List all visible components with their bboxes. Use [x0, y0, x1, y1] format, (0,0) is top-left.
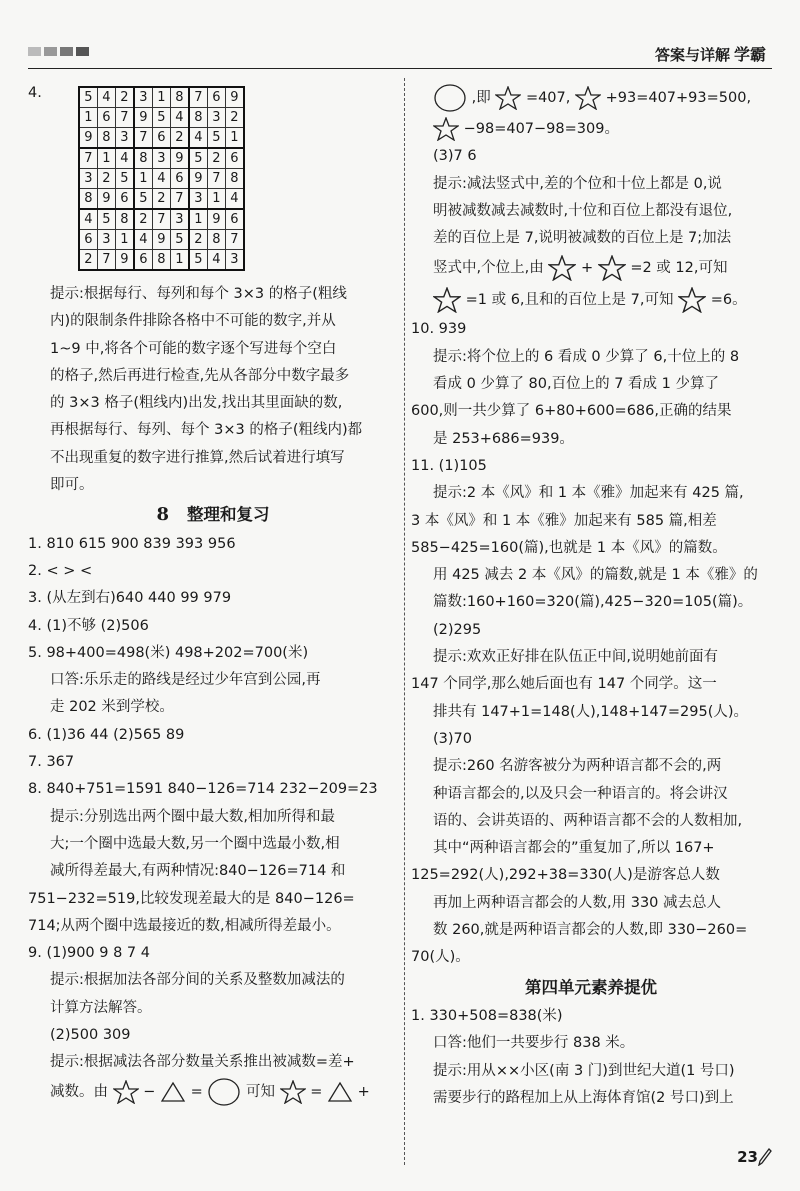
section-8-answers — [28, 531, 398, 1077]
answer-line: 6. (1)36 44 (2)565 89 — [28, 726, 185, 743]
hint-line: 提示:根据加法各部分间的关系及整数加减法的 — [50, 972, 345, 989]
text: + — [580, 260, 594, 277]
hint-line: 提示:将个位上的 6 看成 0 少算了 6,十位上的 8 — [433, 348, 740, 365]
answer-line: 差的百位上是 7,说明被减数的百位上是 7;加法 — [433, 230, 732, 247]
text: = — [190, 1083, 203, 1100]
sudoku-cell: 8 — [79, 189, 98, 210]
sudoku-cell: 1 — [152, 87, 170, 108]
sudoku-cell: 1 — [79, 108, 98, 128]
sudoku-cell: 8 — [170, 87, 189, 108]
sudoku-cell: 8 — [225, 169, 244, 189]
star-icon — [495, 86, 521, 110]
sudoku-cell: 4 — [207, 250, 225, 271]
section-heading-8 — [28, 501, 398, 528]
text: 可知 — [245, 1083, 275, 1100]
text: − — [143, 1083, 156, 1100]
hint-line: 再根据每行、每列、每个 3×3 的格子(粗线内)都 — [50, 422, 363, 439]
star-icon — [575, 86, 601, 110]
left-column — [28, 80, 398, 1107]
hint-line: 提示:用从××小区(南 3 门)到世纪大道(1 号口) — [433, 1062, 735, 1079]
sudoku-cell: 4 — [97, 87, 115, 108]
sudoku-cell: 6 — [207, 87, 225, 108]
sudoku-cell: 5 — [134, 189, 153, 210]
answer-line: 1. 810 615 900 839 393 956 — [28, 535, 236, 552]
text: 竖式中,个位上,由 — [433, 260, 544, 277]
answer-line: 147 个同学,那么她后面也有 147 个同学。这一 — [411, 676, 717, 693]
sudoku-cell: 7 — [152, 209, 170, 230]
hint-line: 提示:减法竖式中,差的个位和十位上都是 0,说 — [433, 175, 722, 192]
answer-line: (3)70 — [433, 730, 472, 747]
sudoku-cell: 1 — [207, 189, 225, 210]
hint-line: 的 3×3 格子(粗线内)出发,找出其里面缺的数, — [50, 395, 343, 412]
sudoku-cell: 4 — [170, 108, 189, 128]
text: =6。 — [710, 292, 747, 309]
sudoku-cell: 1 — [225, 128, 244, 149]
sudoku-cell: 3 — [170, 209, 189, 230]
answer-line: 再加上两种语言都会的人数,用 330 减去总人 — [433, 894, 722, 911]
sudoku-cell: 9 — [189, 169, 208, 189]
sudoku-cell: 4 — [225, 189, 244, 210]
triangle-icon — [160, 1081, 186, 1103]
text: +93=407+93=500, — [605, 90, 752, 106]
answer-line: 70(人)。 — [411, 949, 470, 966]
answer-line: 看成 0 少算了 80,百位上的 7 看成 1 少算了 — [433, 376, 719, 393]
sudoku-row — [79, 209, 244, 230]
circle-icon — [433, 83, 467, 113]
answer-line: 3. (从左到右)640 440 99 979 — [28, 590, 232, 607]
sudoku-cell: 4 — [134, 230, 153, 250]
sudoku-cell: 3 — [79, 169, 98, 189]
hint-line: 1~9 中,将各个可能的数字逐个写进每个空白 — [50, 340, 337, 357]
answers-block-c — [411, 1003, 771, 1112]
header-logo: 学霸 — [733, 45, 766, 64]
star-icon — [113, 1080, 139, 1104]
text: =407, — [525, 90, 571, 106]
sudoku-row — [79, 189, 244, 210]
sudoku-cell: 1 — [134, 169, 153, 189]
sudoku-cell: 8 — [97, 128, 115, 149]
answer-line: 走 202 米到学校。 — [50, 699, 174, 716]
circle-icon — [207, 1077, 241, 1107]
sudoku-cell: 7 — [225, 230, 244, 250]
question-4 — [28, 80, 398, 281]
sudoku-cell: 9 — [207, 209, 225, 230]
sudoku-row — [79, 230, 244, 250]
hint-line: 提示:欢欢正好排在队伍正中间,说明她前面有 — [433, 649, 718, 666]
answer-line: 需要步行的路程加上从上海体育馆(2 号口)到上 — [433, 1089, 734, 1106]
answer-line: 排共有 147+1=148(人),148+147=295(人)。 — [433, 703, 749, 720]
sudoku-cell: 3 — [207, 108, 225, 128]
hint-line: 的格子,然后再进行检查,先从各部分中数字最多 — [50, 367, 350, 384]
sudoku-cell: 7 — [189, 87, 208, 108]
sudoku-cell: 6 — [152, 128, 170, 149]
answer-line: 2. < > < — [28, 562, 93, 579]
sudoku-cell: 9 — [79, 128, 98, 149]
sudoku-cell: 5 — [189, 250, 208, 271]
column-divider — [404, 78, 405, 1165]
sudoku-cell: 4 — [79, 209, 98, 230]
sudoku-cell: 1 — [115, 230, 134, 250]
sudoku-cell: 2 — [134, 209, 153, 230]
sudoku-cell: 4 — [189, 128, 208, 149]
answer-line: 计算方法解答。 — [50, 999, 152, 1016]
sudoku-cell: 5 — [79, 87, 98, 108]
answer-line: 用 425 减去 2 本《风》的篇数,就是 1 本《雅》的 — [433, 567, 758, 584]
sudoku-cell: 2 — [225, 108, 244, 128]
sudoku-cell: 4 — [115, 148, 134, 169]
sudoku-cell: 5 — [207, 128, 225, 149]
sudoku-cell: 8 — [207, 230, 225, 250]
answer-line-circle — [411, 80, 771, 116]
sudoku-cell: 1 — [189, 209, 208, 230]
answer-line: 10. 939 — [411, 321, 467, 338]
answer-line: 减所得差最大,有两种情况:840−126=714 和 — [50, 863, 346, 880]
answer-line: 口答:乐乐走的路线是经过少年宫到公园,再 — [50, 672, 321, 689]
star-icon — [598, 255, 626, 281]
answer-line: 714;从两个圈中选最接近的数,相减所得差最小。 — [28, 917, 341, 934]
header-rule — [28, 68, 772, 69]
sudoku-cell: 2 — [170, 128, 189, 149]
hint-line: 提示:分别选出两个圈中最大数,相加所得和最 — [50, 808, 335, 825]
text: ,即 — [471, 90, 491, 106]
sudoku-cell: 9 — [115, 250, 134, 271]
sudoku-cell: 2 — [152, 189, 170, 210]
sudoku-cell: 7 — [79, 148, 98, 169]
sudoku-cell: 5 — [170, 230, 189, 250]
sudoku-cell: 2 — [189, 230, 208, 250]
sudoku-cell: 4 — [152, 169, 170, 189]
answer-line: 4. (1)不够 (2)506 — [28, 617, 149, 634]
answer-line: (2)500 309 — [50, 1027, 131, 1044]
right-column — [411, 80, 771, 1112]
answer-line-symbols — [28, 1077, 398, 1107]
hint-line-star-value — [411, 284, 771, 316]
sudoku-cell: 6 — [225, 209, 244, 230]
sudoku-cell: 8 — [189, 108, 208, 128]
sudoku-cell: 3 — [115, 128, 134, 149]
sudoku-cell: 6 — [225, 148, 244, 169]
answer-line: 篇数:160+160=320(篇),425−320=105(篇)。 — [433, 594, 753, 611]
text: =2 或 12,可知 — [630, 260, 728, 277]
answer-line: (3)7 6 — [433, 148, 477, 165]
sudoku-cell: 8 — [152, 250, 170, 271]
answer-line: 数 260,就是两种语言都会的人数,即 330−260= — [433, 922, 748, 939]
answer-line: 种语言都会的,以及只会一种语言的。将会讲汉 — [433, 785, 728, 802]
question-number: 4. — [28, 85, 42, 101]
text: = — [310, 1083, 323, 1100]
answer-line: 8. 840+751=1591 840−126=714 232−209=23 — [28, 781, 378, 798]
sudoku-cell: 6 — [79, 230, 98, 250]
sudoku-row — [79, 128, 244, 149]
sudoku-cell: 6 — [134, 250, 153, 271]
sudoku-cell: 7 — [134, 128, 153, 149]
answers-block-b — [411, 316, 771, 971]
answers-block-a — [411, 143, 771, 252]
sudoku-cell: 9 — [97, 189, 115, 210]
sudoku-row — [79, 87, 244, 108]
sudoku-cell: 3 — [134, 87, 153, 108]
star-icon — [280, 1080, 306, 1104]
header-title: 答案与详解 — [654, 46, 730, 64]
sudoku-cell: 5 — [152, 108, 170, 128]
hint-line-star-sum — [411, 252, 771, 284]
sudoku-cell: 7 — [115, 108, 134, 128]
answer-line: 口答:他们一共要步行 838 米。 — [433, 1035, 635, 1052]
sudoku-cell: 3 — [152, 148, 170, 169]
sudoku-cell: 9 — [152, 230, 170, 250]
hint-line: 内)的限制条件排除各格中不可能的数字,并从 — [50, 313, 336, 330]
sudoku-cell: 9 — [134, 108, 153, 128]
hint-line: 不出现重复的数字进行推算,然后试着进行填写 — [50, 449, 345, 466]
text: −98=407−98=309。 — [463, 121, 619, 137]
sudoku-cell: 5 — [189, 148, 208, 169]
answer-line: 751−232=519,比较发现差最大的是 840−126= — [28, 890, 355, 907]
sudoku-cell: 7 — [170, 189, 189, 210]
answer-line: 大;一个圈中选最大数,另一个圈中选最小数,相 — [50, 835, 340, 852]
answer-line: 明被减数减去减数时,十位和百位上都没有退位, — [433, 202, 733, 219]
sudoku-cell: 3 — [225, 250, 244, 271]
sudoku-cell: 8 — [115, 209, 134, 230]
sudoku-cell: 7 — [97, 250, 115, 271]
answer-line: 600,则一共少算了 6+80+600=686,正确的结果 — [411, 403, 732, 420]
star-icon — [433, 117, 459, 141]
answer-line: 其中“两种语言都会的”重复加了,所以 167+ — [433, 840, 715, 857]
sudoku-cell: 9 — [225, 87, 244, 108]
sudoku-cell: 2 — [115, 87, 134, 108]
text: =1 或 6,且和的百位上是 7,可知 — [465, 292, 674, 309]
answer-line: 125=292(人),292+38=330(人)是游客总人数 — [411, 867, 720, 884]
page-number: 23 — [737, 1148, 758, 1166]
sudoku-row — [79, 169, 244, 189]
sudoku-cell: 3 — [97, 230, 115, 250]
answer-line: 1. 330+508=838(米) — [411, 1007, 563, 1024]
answer-line: 语的、会讲英语的、两种语言都不会的人数相加, — [433, 812, 743, 829]
answer-line: 是 253+686=939。 — [433, 430, 574, 447]
header-decoration — [28, 47, 89, 56]
hint-line: 提示:根据每行、每列和每个 3×3 的格子(粗线 — [50, 286, 347, 302]
sudoku-cell: 5 — [97, 209, 115, 230]
sudoku-cell: 3 — [189, 189, 208, 210]
sudoku-row — [79, 108, 244, 128]
sudoku-cell: 6 — [170, 169, 189, 189]
answer-line: 5. 98+400=498(米) 498+202=700(米) — [28, 644, 309, 661]
section-title: 整理和复习 — [187, 505, 270, 525]
pencil-icon — [758, 1148, 772, 1166]
answer-line: 3 本《风》和 1 本《雅》加起来有 585 篇,相差 — [411, 512, 717, 529]
sudoku-cell: 2 — [207, 148, 225, 169]
star-icon — [433, 287, 461, 313]
q4-hint — [28, 281, 398, 499]
hint-line: 提示:260 名游客被分为两种语言都不会的,两 — [433, 758, 722, 775]
sudoku-cell: 6 — [115, 189, 134, 210]
sudoku-row — [79, 250, 244, 271]
star-icon — [548, 255, 576, 281]
hint-line: 提示:2 本《风》和 1 本《雅》加起来有 425 篇, — [433, 485, 744, 502]
sudoku-cell: 5 — [115, 169, 134, 189]
answer-line: 9. (1)900 9 8 7 4 — [28, 945, 150, 962]
sudoku-cell: 2 — [97, 169, 115, 189]
sudoku-cell: 1 — [97, 148, 115, 169]
answer-line: 7. 367 — [28, 754, 75, 771]
star-icon — [678, 287, 706, 313]
answer-line: (2)295 — [433, 621, 482, 638]
sudoku-cell: 6 — [97, 108, 115, 128]
answer-line: 11. (1)105 — [411, 457, 487, 474]
sudoku-grid — [78, 86, 245, 271]
sudoku-cell: 9 — [170, 148, 189, 169]
text: + — [357, 1083, 370, 1100]
sudoku-cell: 2 — [79, 250, 98, 271]
sudoku-cell: 1 — [170, 250, 189, 271]
triangle-icon — [327, 1081, 353, 1103]
sudoku-row — [79, 148, 244, 169]
section-number: 8 — [156, 504, 170, 526]
hint-line: 即可。 — [50, 477, 94, 494]
answer-line: 585−425=160(篇),也就是 1 本《风》的篇数。 — [411, 539, 727, 556]
sudoku-cell: 8 — [134, 148, 153, 169]
hint-line: 提示:根据减法各部分数量关系推出被减数=差+ — [50, 1054, 355, 1071]
section-heading-unit4: 第四单元素养提优 — [525, 977, 657, 997]
text: 减数。由 — [50, 1083, 108, 1100]
answer-line-star — [411, 116, 771, 143]
sudoku-cell: 7 — [207, 169, 225, 189]
